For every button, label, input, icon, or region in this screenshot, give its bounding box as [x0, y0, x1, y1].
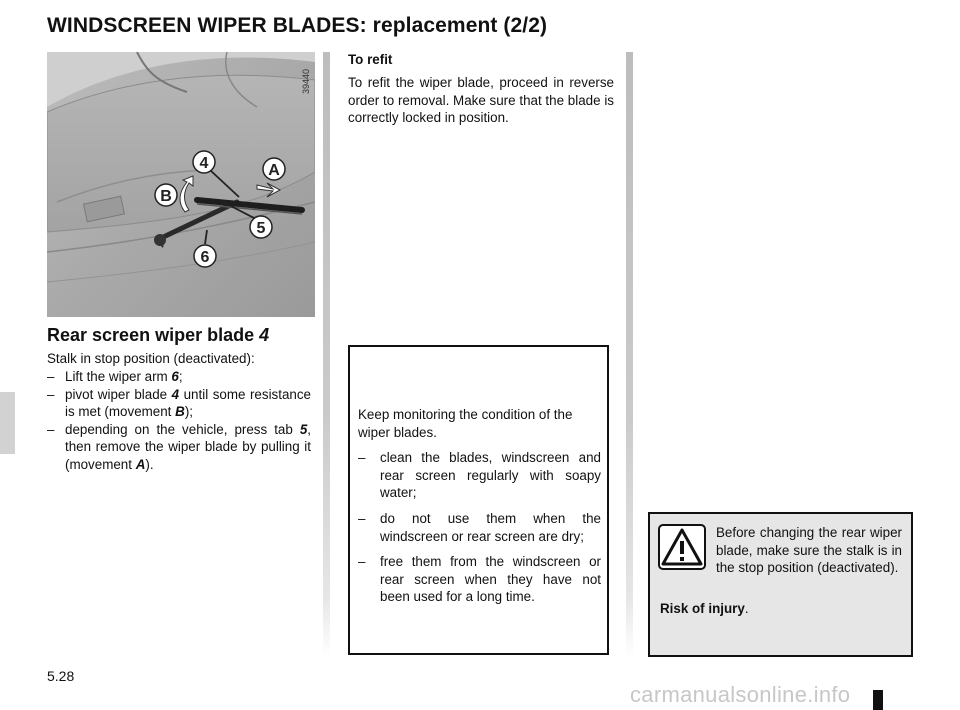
list-dash: –	[47, 386, 55, 402]
list-item-text: clean the blades, windscreen and rear screen regularly with soapy water;	[380, 450, 601, 501]
callout-b: B	[160, 188, 172, 205]
list-item	[358, 449, 601, 502]
maintenance-note-list	[358, 449, 601, 606]
list-item	[358, 553, 601, 606]
risk-note	[660, 600, 749, 618]
refit-heading: To refit	[348, 52, 393, 67]
callout-4: 4	[199, 155, 209, 172]
list-item-text: do not use them when the windscreen or rear screen are dry;	[380, 510, 601, 544]
step-text: ).	[145, 456, 154, 472]
step-ref: A	[135, 456, 146, 472]
warning-box	[648, 512, 913, 657]
rear-wiper-heading-text: Rear screen wiper blade	[47, 325, 260, 345]
warning-triangle-icon	[658, 524, 706, 570]
watermark: carmanualsonline.info	[630, 682, 851, 707]
callout-5: 5	[256, 220, 266, 237]
figure-reference-number: 39440	[301, 68, 311, 94]
warning-text: Before changing the rear wiper blade, make sure the stalk is in the stop position (deactivated).	[716, 525, 902, 576]
step-item	[47, 368, 311, 386]
chapter-tab	[0, 392, 15, 454]
maintenance-note-box	[348, 345, 609, 655]
rear-wiper-illustration	[47, 52, 315, 317]
column-divider	[626, 52, 633, 657]
risk-label: Risk of injury	[660, 601, 745, 616]
step-item	[47, 386, 311, 421]
rear-wiper-intro: Stalk in stop position (deactivated):	[47, 351, 255, 366]
step-text: );	[184, 404, 193, 420]
callout-6: 6	[200, 249, 210, 266]
step-text: ;	[178, 369, 183, 384]
page-number: 5.28	[47, 668, 75, 684]
callout-a: A	[268, 162, 280, 179]
rear-wiper-steps	[47, 368, 311, 474]
list-item-text: free them from the windscreen or rear screen when they have not been used for a long time.	[380, 554, 601, 605]
step-ref: 6	[171, 369, 179, 384]
step-text: pivot wiper blade	[65, 386, 172, 402]
column-divider	[323, 52, 330, 657]
rear-wiper-heading-ref: 4	[259, 325, 270, 345]
step-item	[47, 421, 311, 474]
maintenance-note-intro: Keep monitoring the condition of the wiper blades.	[358, 407, 573, 440]
list-dash: –	[358, 554, 366, 570]
step-text: until some resistance is met (movement	[65, 386, 311, 420]
step-text: , then remove the wiper blade by pulling it (movement	[65, 421, 311, 472]
step-text: Lift the wiper arm	[65, 369, 172, 384]
list-dash: –	[358, 450, 366, 466]
page-title: WINDSCREEN WIPER BLADES: replacement (2/2)	[47, 14, 548, 37]
refit-text: To refit the wiper blade, proceed in reverse order to removal. Make sure that the blade is correctly locked in position.	[348, 75, 614, 126]
maintenance-note-content	[358, 406, 601, 614]
list-dash: –	[47, 421, 55, 437]
step-text: depending on the vehicle, press tab	[65, 421, 300, 437]
step-ref: B	[175, 404, 185, 420]
list-item	[358, 510, 601, 545]
step-ref: 4	[171, 386, 180, 402]
list-dash: –	[358, 510, 366, 526]
list-dash: –	[47, 369, 55, 384]
rear-wiper-heading	[47, 325, 269, 346]
step-ref: 5	[299, 421, 308, 437]
corner-mark	[873, 690, 883, 710]
risk-end: .	[744, 601, 749, 616]
